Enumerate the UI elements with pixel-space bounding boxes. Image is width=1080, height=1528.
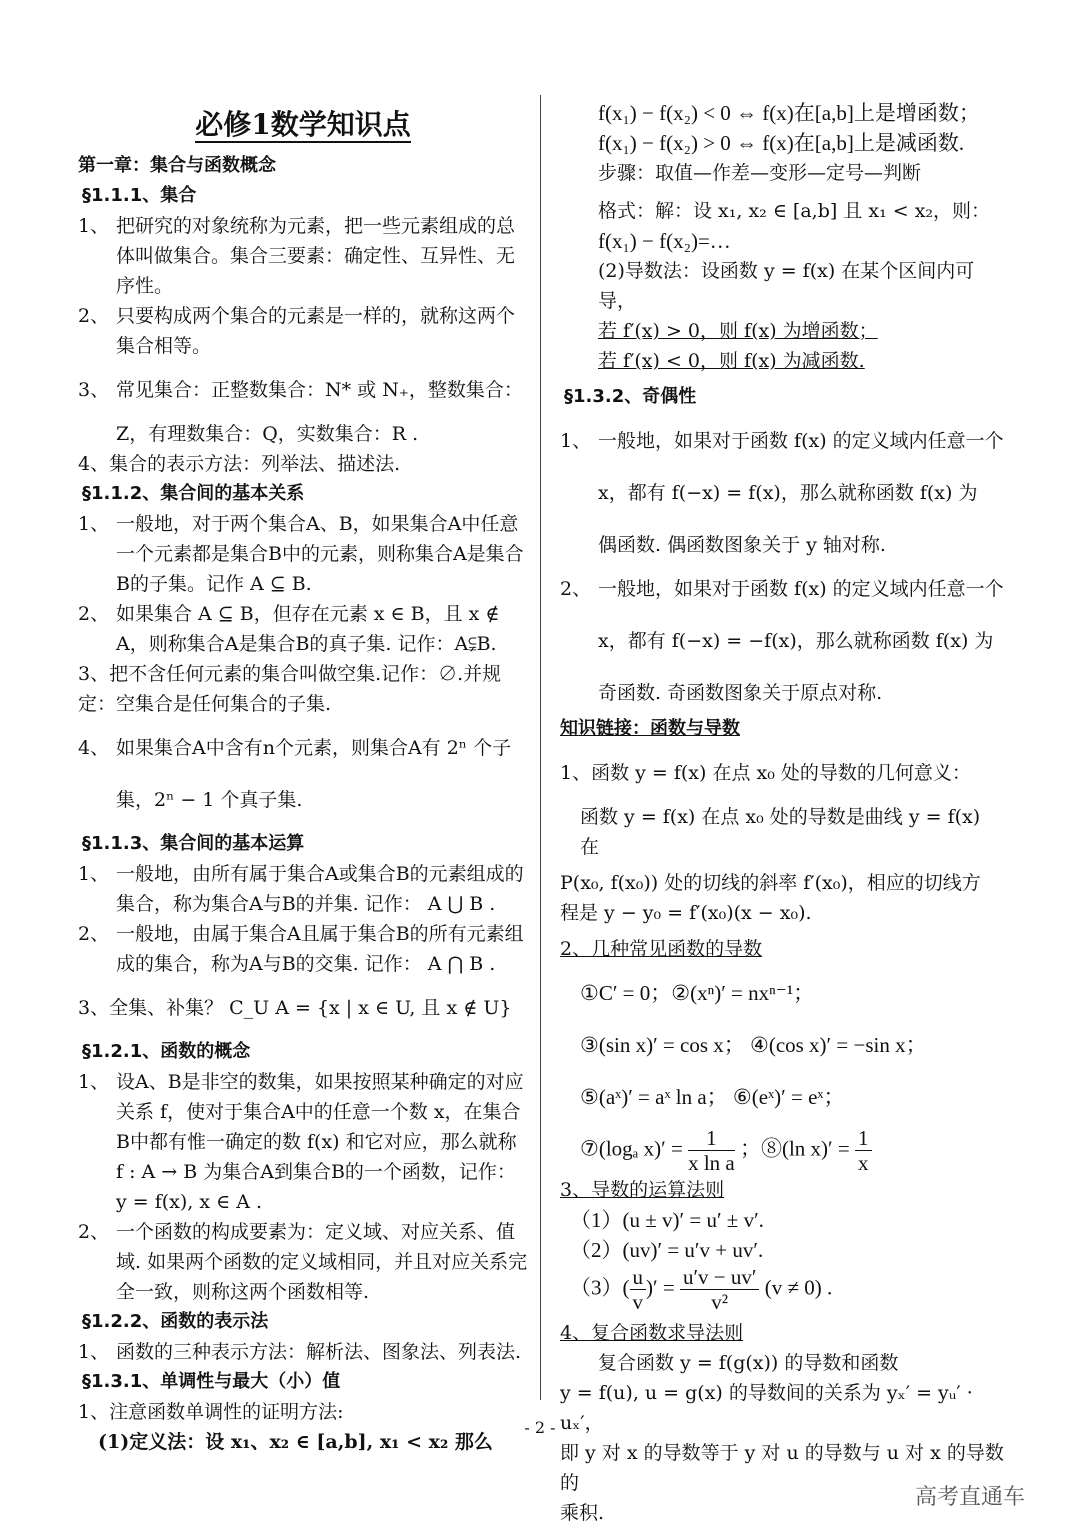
proof-steps: 步骤：取值—作差—变形—定号—判断 xyxy=(598,162,922,184)
section-1-1-1: §1.1.1、集合 xyxy=(82,185,197,206)
column-divider xyxy=(540,95,541,1400)
list-item: 2、 一个函数的构成要素为：定义域、对应关系、值域. 如果两个函数的定义域相同，并且对应关系完全一致，则称这两个函数相等. xyxy=(78,1221,528,1303)
even-function-condition: x，都有 f(−x) = f(x)，那么就称函数 f(x) 为 xyxy=(598,482,978,504)
rule-quotient: （3）( $\frac{u}{v}$ )′ = $\frac{u'v - uv'}{\text{v²}}$ (v ≠ 0) . xyxy=(570,1265,833,1314)
composite-rule-line-4: 乘积. xyxy=(560,1502,605,1524)
derivative-slope-text: 函数 y = f(x) 在点 x₀ 处的导数是曲线 y = f(x) 在 xyxy=(580,806,981,858)
complement-set: 3、全集、补集？ C_U A = {x | x ∈ U, 且 x ∉ U} xyxy=(78,997,512,1019)
composite-rule-line-3: 即 y 对 x 的导数等于 y 对 u 的导数与 u 对 x 的导数的 xyxy=(560,1442,1004,1494)
list-item: 1、 一般地，如果对于函数 f(x) 的定义域内任意一个 xyxy=(560,430,1004,452)
chapter-heading: 第一章：集合与函数概念 xyxy=(78,155,276,176)
odd-function-symmetry: 奇函数. 奇函数图象关于原点对称. xyxy=(598,682,883,704)
tangent-slope-text: P(x₀, f(x₀)) 处的切线的斜率 f′(x₀)，相应的切线方 xyxy=(560,872,981,894)
watermark: 高考直通车 xyxy=(915,1485,1026,1510)
section-1-2-1: §1.2.1、函数的概念 xyxy=(82,1041,251,1062)
derivative-negative: 若 f′(x) < 0，则 f(x) 为减函数. xyxy=(598,350,865,372)
tangent-line-equation: 程是 y − y₀ = f′(x₀)(x − x₀). xyxy=(560,902,812,924)
decreasing-condition: f(x₁) − f(x₂) > 0 ⇔ f(x)在[a,b]上是减函数. xyxy=(598,131,965,155)
subset-count-continued: 集，2ⁿ − 1 个真子集. xyxy=(116,789,303,811)
section-1-2-2: §1.2.2、函数的表示法 xyxy=(82,1311,269,1332)
operation-rules-heading: 3、导数的运算法则 xyxy=(560,1179,725,1201)
list-item: 1、 一般地，由所有属于集合A或集合B的元素组成的集合，称为集合A与B的并集. 记作： A ⋃ B . xyxy=(78,863,524,915)
list-item: 3、 常见集合：正整数集合：N* 或 N₊，整数集合： xyxy=(78,379,523,401)
list-item: 1、 把研究的对象统称为元素，把一些元素组成的总体叫做集合。集合三要素：确定性、互异性、无序性。 xyxy=(78,215,516,297)
list-item: 2、 一般地，如果对于函数 f(x) 的定义域内任意一个 xyxy=(560,578,1004,600)
right-column xyxy=(560,98,1005,1528)
list-item: 2、 如果集合 A ⊆ B，但存在元素 x ∈ B，且 x ∉ A，则称集合A是集合B的真子集. 记作：A⫋B. xyxy=(78,603,500,655)
rule-product: （2）(uv)′ = u′v + uv′. xyxy=(570,1238,764,1262)
derivative-geometric-meaning: 1、函数 y = f(x) 在点 x₀ 处的导数的几何意义： xyxy=(560,762,971,784)
derivative-formula-row-1: ①C′ = 0；②(xⁿ)′ = nxⁿ⁻¹； xyxy=(580,981,815,1005)
common-sets-continued: Z，有理数集合：Q，实数集合：R . xyxy=(116,423,419,445)
list-item: 1、 函数的三种表示方法：解析法、图象法、列表法. xyxy=(78,1341,522,1363)
list-item: 1、 设A、B是非空的数集，如果按照某种确定的对应关系 f，使对于集合A中的任意一个数 x，在集合B中都有惟一确定的数 f(x) 和它对应，那么就称 f : A → B 为集合A到集合B的一个函数，记作： y = f(x), x ∈ A . xyxy=(78,1071,524,1213)
composite-rule-heading: 4、复合函数求导法则 xyxy=(560,1322,744,1344)
increasing-condition: f(x₁) − f(x₂) < 0 ⇔ f(x)在[a,b]上是增函数； xyxy=(598,101,980,125)
composite-rule-line-1: 复合函数 y = f(g(x)) 的导数和函数 xyxy=(598,1352,899,1374)
page-title: 必修1数学知识点 xyxy=(195,108,411,141)
proof-format: 格式：解：设 x₁, x₂ ∈ [a,b] 且 x₁ < x₂，则： xyxy=(598,200,991,222)
section-1-3-2: §1.3.2、奇偶性 xyxy=(564,386,697,407)
derivative-method: (2)导数法：设函数 y = f(x) 在某个区间内可导， xyxy=(598,260,975,312)
monotonicity-proof-intro: 1、注意函数单调性的证明方法: xyxy=(78,1401,344,1423)
odd-function-condition: x，都有 f(−x) = −f(x)，那么就称函数 f(x) 为 xyxy=(598,630,994,652)
page-number: - 2 - xyxy=(524,1418,556,1437)
composite-rule-line-2: y = f(u), u = g(x) 的导数间的关系为 yₓ′ = yᵤ′ · uₓ′， xyxy=(560,1382,973,1434)
common-derivatives-heading: 2、几种常见函数的导数 xyxy=(560,938,763,960)
left-column xyxy=(78,95,528,1457)
section-1-3-1: §1.3.1、单调性与最大（小）值 xyxy=(82,1371,341,1392)
definition-method: (1)定义法：设 x₁、x₂ ∈ [a,b], x₁ < x₂ 那么 xyxy=(98,1431,493,1453)
set-representation: 4、集合的表示方法：列举法、描述法. xyxy=(78,453,401,475)
section-1-1-3: §1.1.3、集合间的基本运算 xyxy=(82,833,305,854)
derivative-formula-row-3: ⑤(aˣ)′ = aˣ ln a； ⑥(eˣ)′ = eˣ； xyxy=(580,1085,845,1109)
list-item: 2、 只要构成两个集合的元素是一样的，就称这两个集合相等。 xyxy=(78,305,516,357)
even-function-symmetry: 偶函数. 偶函数图象关于 y 轴对称. xyxy=(598,534,886,556)
derivative-formula-row-4: ⑦(logₐ x)′ = $\frac{1}{\text{x ln a}}$ ；⑧(ln x)′ = $\frac{1}{x}$ xyxy=(560,1126,1005,1175)
list-item: 1、 一般地，对于两个集合A、B，如果集合A中任意一个元素都是集合B中的元素，则称集合A是集合B的子集。记作 A ⊆ B. xyxy=(78,513,524,595)
proof-format-expression: f(x₁) − f(x₂)=… xyxy=(598,229,731,253)
rule-sum: （1）(u ± v)′ = u′ ± v′. xyxy=(570,1208,764,1232)
knowledge-link-heading: 知识链接：函数与导数 xyxy=(560,718,740,739)
empty-set-definition: 3、把不含任何元素的集合叫做空集.记作：∅.并规定：空集合是任何集合的子集. xyxy=(78,663,502,715)
section-1-1-2: §1.1.2、集合间的基本关系 xyxy=(82,483,305,504)
derivative-positive: 若 f′(x) > 0，则 f(x) 为增函数； xyxy=(598,320,878,342)
list-item: 2、 一般地，由属于集合A且属于集合B的所有元素组成的集合，称为A与B的交集. 记作： A ⋂ B . xyxy=(78,923,524,975)
derivative-formula-row-2: ③(sin x)′ = cos x； ④(cos x)′ = −sin x； xyxy=(580,1033,927,1057)
list-item: 4、 如果集合A中含有n个元素，则集合A有 2ⁿ 个子 xyxy=(78,737,512,759)
